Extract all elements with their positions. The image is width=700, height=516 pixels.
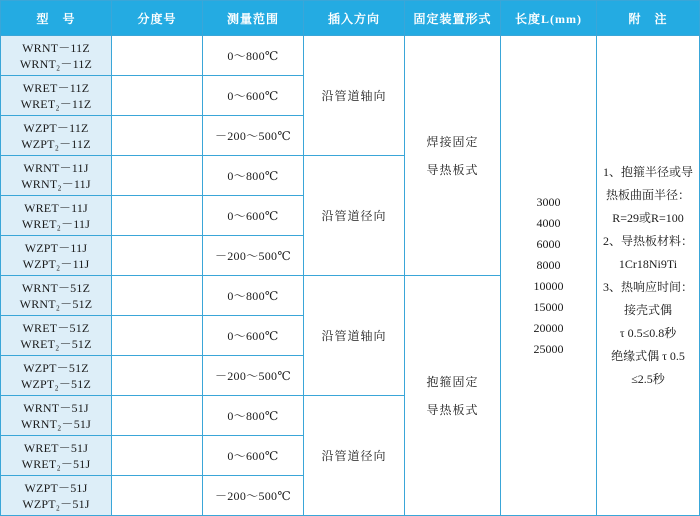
fixing-cell bbox=[405, 36, 501, 276]
grade-cell bbox=[112, 36, 203, 76]
fixing-line-1: 抱箍固定 bbox=[426, 374, 479, 389]
note-line: 热板曲面半径： bbox=[605, 187, 690, 202]
model-line-2: WRNT₂－51Z bbox=[19, 296, 93, 311]
note-line: 3、热响应时间： bbox=[602, 279, 693, 294]
length-value: 6000 bbox=[536, 236, 561, 251]
table-header-row bbox=[1, 1, 700, 36]
fixing-line-1: 焊接固定 bbox=[426, 134, 479, 149]
note-line: 1Cr18Ni9Ti bbox=[618, 256, 678, 271]
length-value: 20000 bbox=[533, 320, 564, 335]
grade-cell bbox=[112, 196, 203, 236]
note-line: 绝缘式偶 τ 0.5 bbox=[611, 348, 685, 363]
model-cell bbox=[1, 276, 112, 316]
grade-cell bbox=[112, 436, 203, 476]
model-line-1: WZPT－51Z bbox=[23, 360, 89, 375]
column-header-grade: 分度号 bbox=[112, 1, 203, 36]
note-line: 2、导热板材料： bbox=[602, 233, 693, 248]
model-line-1: WRNT－11Z bbox=[22, 40, 90, 55]
note-line: 接壳式偶 bbox=[623, 302, 672, 317]
model-line-2: WRNT₂－11Z bbox=[19, 56, 93, 71]
range-cell: －200～500℃ bbox=[203, 116, 304, 156]
column-header-range: 测量范围 bbox=[203, 1, 304, 36]
fixing-cell bbox=[405, 276, 501, 516]
model-line-2: WRET₂－11J bbox=[21, 216, 91, 231]
model-line-2: WZPT₂－51J bbox=[22, 496, 90, 511]
direction-cell: 沿管道轴向 bbox=[304, 36, 405, 156]
range-cell: 0～600℃ bbox=[203, 196, 304, 236]
range-cell: 0～800℃ bbox=[203, 276, 304, 316]
model-cell bbox=[1, 116, 112, 156]
model-line-1: WRET－51J bbox=[23, 440, 89, 455]
model-line-2: WRET₂－51Z bbox=[20, 336, 92, 351]
model-line-2: WZPT₂－11Z bbox=[21, 136, 91, 151]
model-line-2: WRET₂－11Z bbox=[20, 96, 92, 111]
model-line-1: WRET－11J bbox=[24, 200, 88, 215]
model-cell bbox=[1, 36, 112, 76]
length-value: 25000 bbox=[533, 341, 564, 356]
grade-cell bbox=[112, 356, 203, 396]
length-value: 10000 bbox=[533, 278, 564, 293]
grade-cell bbox=[112, 276, 203, 316]
range-cell: 0～600℃ bbox=[203, 316, 304, 356]
model-line-1: WRNT－11J bbox=[23, 160, 89, 175]
grade-cell bbox=[112, 476, 203, 516]
direction-cell: 沿管道径向 bbox=[304, 156, 405, 276]
column-header-length: 长度L(mm) bbox=[501, 1, 597, 36]
model-line-1: WRET－11Z bbox=[22, 80, 90, 95]
grade-cell bbox=[112, 396, 203, 436]
model-line-1: WZPT－11J bbox=[24, 240, 88, 255]
model-line-2: WRET₂－51J bbox=[21, 456, 91, 471]
column-header-note: 附 注 bbox=[597, 1, 700, 36]
model-cell bbox=[1, 316, 112, 356]
note-line: R=29或R=100 bbox=[612, 210, 684, 225]
note-cell bbox=[597, 36, 700, 516]
length-value: 8000 bbox=[536, 257, 561, 272]
range-cell: 0～800℃ bbox=[203, 156, 304, 196]
model-line-1: WRET－51Z bbox=[22, 320, 90, 335]
direction-cell: 沿管道径向 bbox=[304, 396, 405, 516]
direction-cell: 沿管道轴向 bbox=[304, 276, 405, 396]
model-line-1: WZPT－51J bbox=[24, 480, 88, 495]
model-cell bbox=[1, 476, 112, 516]
range-cell: 0～600℃ bbox=[203, 436, 304, 476]
note-line: τ 0.5≤0.8秒 bbox=[619, 325, 677, 340]
range-cell: 0～600℃ bbox=[203, 76, 304, 116]
model-cell bbox=[1, 196, 112, 236]
fixing-line-2: 导热板式 bbox=[426, 162, 479, 177]
model-cell bbox=[1, 236, 112, 276]
model-line-1: WZPT－11Z bbox=[23, 120, 89, 135]
model-cell bbox=[1, 156, 112, 196]
column-header-model: 型 号 bbox=[1, 1, 112, 36]
model-cell bbox=[1, 356, 112, 396]
model-line-2: WZPT₂－51Z bbox=[21, 376, 91, 391]
note-line: ≤2.5秒 bbox=[631, 371, 665, 386]
range-cell: 0～800℃ bbox=[203, 36, 304, 76]
range-cell: －200～500℃ bbox=[203, 476, 304, 516]
grade-cell bbox=[112, 76, 203, 116]
model-line-2: WRNT₂－11J bbox=[21, 176, 91, 191]
model-cell bbox=[1, 436, 112, 476]
model-line-1: WRNT－51Z bbox=[21, 280, 91, 295]
note-line: 1、抱箍半径或导 bbox=[602, 164, 693, 179]
length-value: 15000 bbox=[533, 299, 564, 314]
model-line-2: WRNT₂－51J bbox=[21, 416, 91, 431]
grade-cell bbox=[112, 156, 203, 196]
range-cell: －200～500℃ bbox=[203, 236, 304, 276]
length-value: 4000 bbox=[536, 215, 561, 230]
model-cell bbox=[1, 76, 112, 116]
length-value: 3000 bbox=[536, 194, 561, 209]
model-line-1: WRNT－51J bbox=[23, 400, 89, 415]
range-cell: 0～800℃ bbox=[203, 396, 304, 436]
model-cell bbox=[1, 396, 112, 436]
range-cell: －200～500℃ bbox=[203, 356, 304, 396]
model-line-2: WZPT₂－11J bbox=[22, 256, 90, 271]
column-header-fixing: 固定装置形式 bbox=[405, 1, 501, 36]
column-header-direction: 插入方向 bbox=[304, 1, 405, 36]
grade-cell bbox=[112, 236, 203, 276]
grade-cell bbox=[112, 316, 203, 356]
table-row bbox=[1, 36, 700, 76]
length-cell bbox=[501, 36, 597, 516]
fixing-line-2: 导热板式 bbox=[426, 402, 479, 417]
grade-cell bbox=[112, 116, 203, 156]
